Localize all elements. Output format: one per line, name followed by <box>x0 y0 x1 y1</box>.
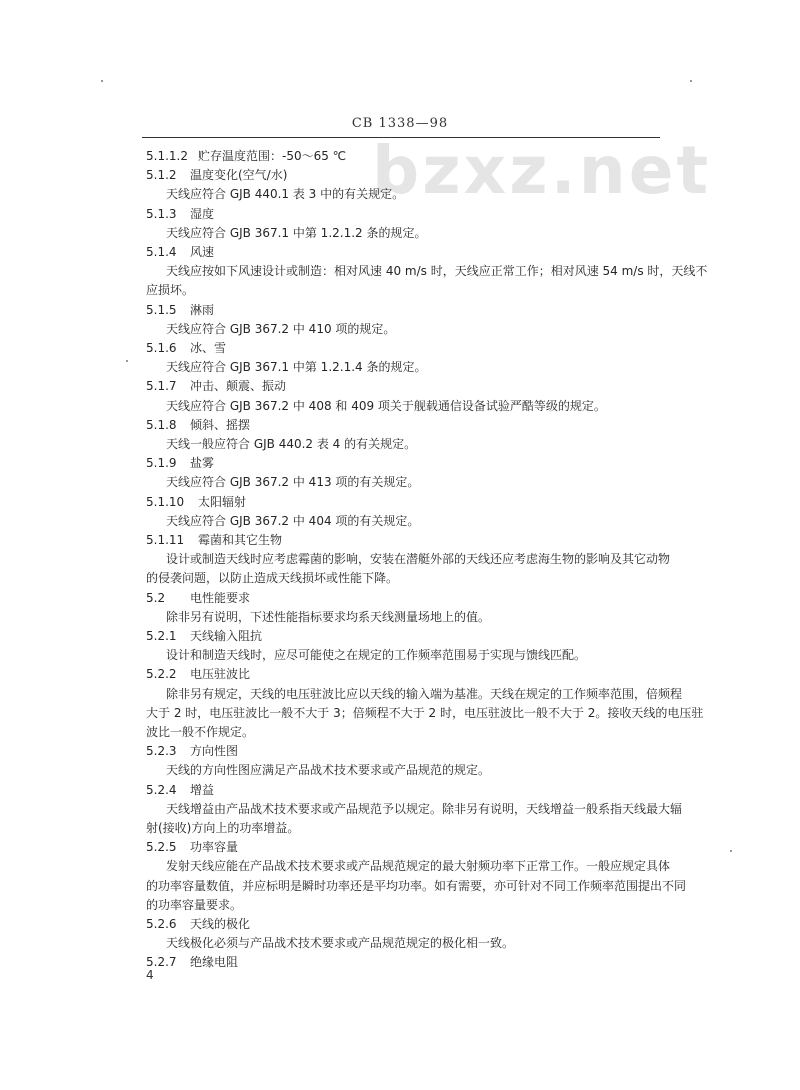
section-number: 5.1.9 <box>146 456 177 471</box>
section-heading <box>146 378 286 394</box>
scan-speck <box>101 80 103 82</box>
header-rule <box>142 137 660 138</box>
section-title: 淋雨 <box>190 302 215 317</box>
section-number: 5.1.5 <box>146 302 177 317</box>
section-heading <box>146 340 226 356</box>
section-title: 电性能要求 <box>190 590 251 605</box>
section-title: 功率容量 <box>190 840 239 855</box>
section-heading <box>146 782 214 798</box>
section-heading <box>146 244 214 260</box>
section-title: 太阳辐射 <box>198 494 247 509</box>
section-number: 5.1.8 <box>146 417 177 432</box>
section-number: 5.2.4 <box>146 782 177 797</box>
watermark: bzxz.net <box>372 132 712 209</box>
section-heading <box>146 532 282 548</box>
section-number: 5.1.2 <box>146 168 177 183</box>
page-header: CB 1338—98 <box>351 116 449 131</box>
body-line: 天线的方向性图应满足产品战术技术要求或产品规范的规定。 <box>166 763 491 778</box>
section-title: 绝缘电阻 <box>190 955 239 970</box>
section-heading <box>146 302 214 318</box>
body-line: 除非另有规定，天线的电压驻波比应以天线的输入端为基准。天线在规定的工作频率范围，倍频程 <box>166 686 683 701</box>
section-heading <box>146 148 346 164</box>
body-line: 天线应符合 GJB 367.2 中 410 项的规定。 <box>166 321 396 336</box>
section-number: 5.2.3 <box>146 744 177 759</box>
body-line: 天线应符合 GJB 367.1 中第 1.2.1.4 条的规定。 <box>166 360 427 375</box>
body-line: 大于 2 时，电压驻波比一般不大于 3；倍频程不大于 2 时，电压驻波比一般不大于 2。接收天线的电压驻 <box>146 705 704 720</box>
body-line: 应损坏。 <box>146 283 195 298</box>
body-line: 设计或制造天线时应考虑霉菌的影响，安装在潜艇外部的天线还应考虑海生物的影响及其它动物 <box>166 552 671 567</box>
body-line: 天线增益由产品战术技术要求或产品规范予以规定。除非另有说明，天线增益一般系指天线最大辐 <box>166 801 683 816</box>
section-number: 5.1.4 <box>146 245 177 259</box>
section-title: 倾斜、摇摆 <box>190 417 251 432</box>
section-number: 5.1.1.2 <box>146 149 188 163</box>
section-title: 温度变化(空气/水) <box>190 168 288 183</box>
body-line: 除非另有说明，下述性能指标要求均系天线测量场地上的值。 <box>166 609 491 624</box>
section-number: 5.2 <box>146 590 166 605</box>
scan-speck <box>730 850 732 852</box>
section-title: 盐雾 <box>190 456 215 471</box>
section-title: 增益 <box>190 782 215 797</box>
section-title: 电压驻波比 <box>190 667 251 682</box>
section-heading <box>146 417 250 433</box>
body-line: 天线应符合 GJB 367.1 中第 1.2.1.2 条的规定。 <box>166 225 427 240</box>
section-heading <box>146 206 214 222</box>
scan-speck <box>690 80 692 82</box>
body-line: 天线极化必须与产品战术技术要求或产品规范规定的极化相一致。 <box>166 936 515 951</box>
section-heading <box>146 455 214 471</box>
body-line: 天线应符合 GJB 367.2 中 413 项的有关规定。 <box>166 475 420 490</box>
section-title: 贮存温度范围：-50～65 ℃ <box>198 149 347 163</box>
body-line: 天线应符合 GJB 367.2 中 404 项的有关规定。 <box>166 513 420 528</box>
section-number: 5.1.6 <box>146 341 177 355</box>
section-heading <box>146 167 287 183</box>
body-line: 发射天线应能在产品战术技术要求或产品规范规定的最大射频功率下正常工作。一般应规定具体 <box>166 859 671 874</box>
section-title: 霉菌和其它生物 <box>198 533 283 547</box>
section-heading <box>146 839 238 855</box>
section-number: 5.2.2 <box>146 667 177 682</box>
scan-speck <box>126 360 128 362</box>
section-title: 冰、雪 <box>190 341 227 355</box>
section-number: 5.1.10 <box>146 494 185 509</box>
section-number: 5.2.7 <box>146 955 177 970</box>
section-heading <box>146 916 250 932</box>
body-line: 天线一般应符合 GJB 440.2 表 4 的有关规定。 <box>166 437 417 451</box>
section-title: 冲击、颠震、振动 <box>190 379 287 394</box>
body-line: 波比一般不作规定。 <box>146 725 255 739</box>
section-number: 5.2.5 <box>146 840 177 855</box>
body-line: 射(接收)方向上的功率增益。 <box>146 821 300 835</box>
body-line: 设计和制造天线时，应尽可能使之在规定的工作频率范围易于实现与馈线匹配。 <box>166 648 587 663</box>
section-heading <box>146 494 246 510</box>
section-number: 5.1.11 <box>146 533 185 547</box>
section-title: 天线的极化 <box>190 917 251 931</box>
section-title: 天线输入阻抗 <box>190 629 263 643</box>
section-heading <box>146 743 238 759</box>
section-heading <box>146 954 238 970</box>
body-line: 天线应符合 GJB 367.2 中 408 和 409 项关于舰载通信设备试验严酷等级的规定。 <box>166 398 606 413</box>
body-line: 天线应按如下风速设计或制造：相对风速 40 m/s 时，天线应正常工作；相对风速 54 m/s 时，天线不 <box>166 264 708 279</box>
section-number: 5.1.7 <box>146 379 177 394</box>
body-line: 天线应符合 GJB 440.1 表 3 中的有关规定。 <box>166 187 405 202</box>
section-number: 5.2.6 <box>146 917 177 931</box>
body-line: 的侵袭问题，以防止造成天线损坏或性能下降。 <box>146 571 399 586</box>
body-line: 的功率容量要求。 <box>146 897 243 912</box>
section-number: 5.1.3 <box>146 206 177 221</box>
section-title: 风速 <box>190 245 215 259</box>
section-heading <box>146 666 250 682</box>
section-heading <box>146 628 262 644</box>
section-title: 湿度 <box>190 206 215 221</box>
body-line: 的功率容量数值，并应标明是瞬时功率还是平均功率。如有需要，亦可针对不同工作频率范围提出不同 <box>146 878 687 893</box>
section-heading <box>146 590 250 606</box>
page-number: 4 <box>146 968 154 982</box>
section-title: 方向性图 <box>190 744 239 759</box>
section-number: 5.2.1 <box>146 629 177 643</box>
